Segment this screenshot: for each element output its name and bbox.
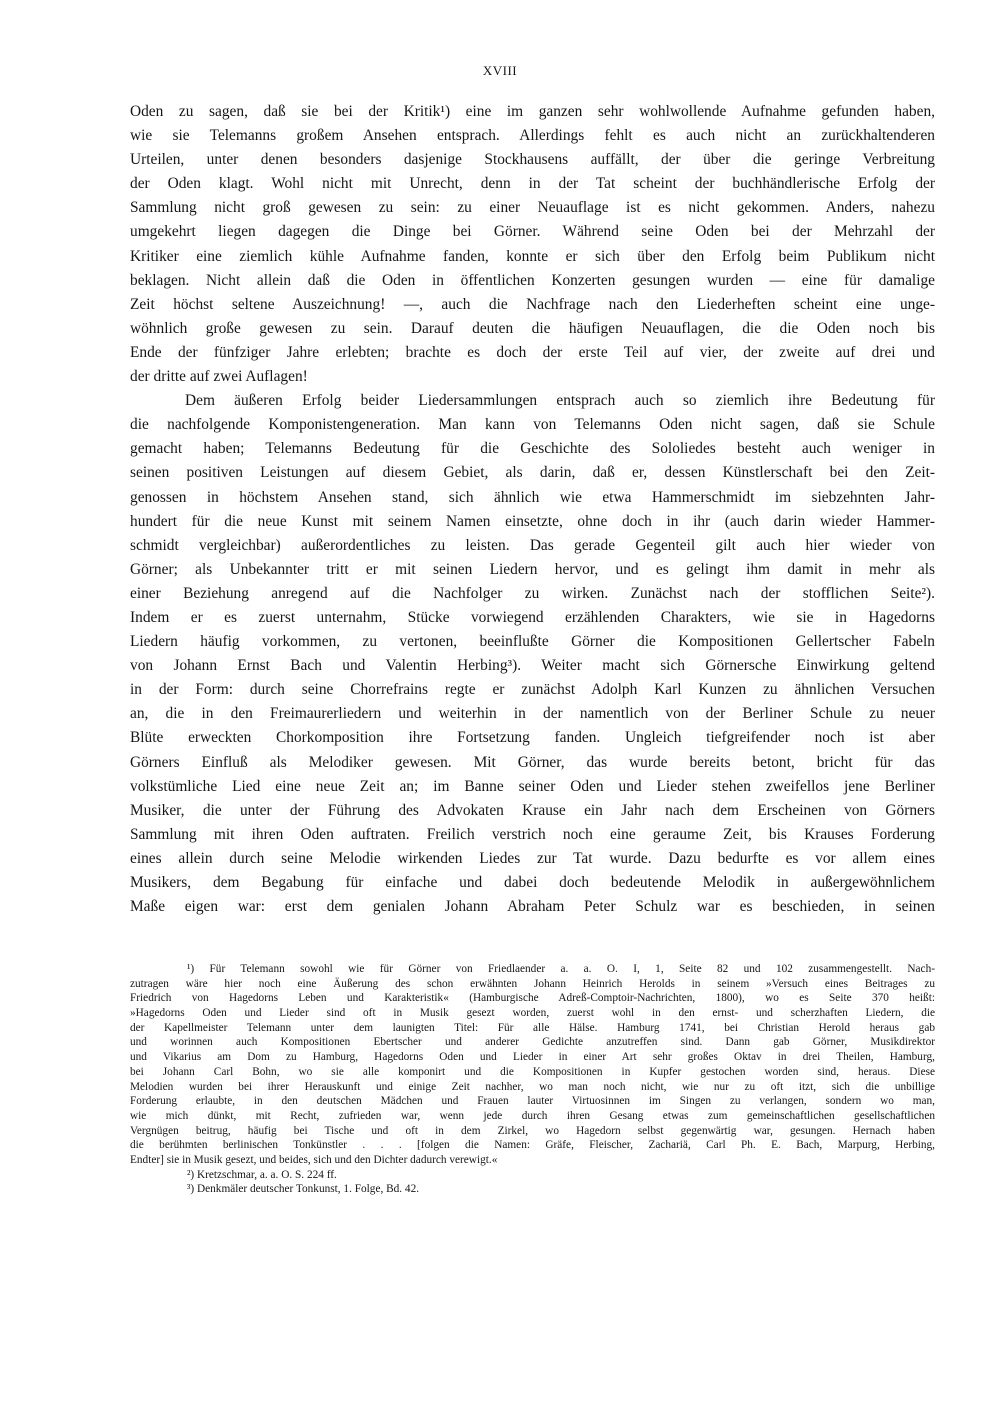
text-line: genossen in höchstem Ansehen stand, sich ähnlich wie etwa Hammerschmidt im siebzehnten Jahr- xyxy=(130,488,935,506)
page-number: XVIII xyxy=(482,63,518,78)
footnote-line: Forderung erlaubte, in den deutschen Mädchen und Frauen lauter Virtuosinnen im Singen zu verlangen, sondern wo man, xyxy=(130,1095,935,1108)
text-line: Indem er es zuerst unternahm, Stücke vorwiegend erzählenden Charakters, wie sie in Hagedorns xyxy=(130,608,935,626)
footnote-line: ³) Denkmäler deutscher Tonkunst, 1. Folge, Bd. 42. xyxy=(187,1183,420,1196)
text-line: Sammlung mit ihren Oden auftraten. Freilich verstrich noch eine geraume Zeit, bis Krauses Forderung xyxy=(130,825,935,843)
footnote-line: zutragen wäre hier noch eine Äußerung des schon erwähnten Johann Heinrich Herolds in seinem »Versuch eines Beitrages zu xyxy=(130,977,935,990)
text-line: Kritiker eine ziemlich kühle Aufnahme fanden, konnte er sich über den Erfolg beim Publikum nicht xyxy=(130,247,935,265)
footnotes xyxy=(130,962,935,1197)
text-line: volkstümliche Lied eine neue Zeit an; im Banne seiner Oden und Lieder stehen zweifellos jene Berliner xyxy=(130,777,935,795)
text-line: an, die in den Freimaurerliedern und weiterhin in der namentlich von der Berliner Schule zu neuer xyxy=(130,705,935,723)
text-line: eines allein durch seine Melodie wirkenden Liedes zur Tat wurde. Dazu bedurfte es vor allem eines xyxy=(130,849,935,867)
footnote-line: ²) Kretzschmar, a. a. O. S. 224 ff. xyxy=(187,1168,337,1181)
text-line: Musikers, dem Begabung für einfache und dabei doch bedeutende Melodik in außergewöhnlichem xyxy=(130,874,935,891)
text-line: der Oden klagt. Wohl nicht mit Unrecht, denn in der Tat scheint der buchhändlerische Erfolg der xyxy=(130,175,935,193)
footnote-line: und worinnen auch Kompositionen Ebertscher und anderer Gedichte anzutreffen sind. Dann gab Görner, Musikdirektor xyxy=(130,1036,935,1049)
text-line: gemacht haben; Telemanns Bedeutung für die Geschichte des Sololiedes besteht auch weniger in xyxy=(130,440,935,458)
text-line: wie sie Telemanns großem Ansehen entsprach. Allerdings fehlt es auch nicht an zurückhaltenderen xyxy=(130,127,935,145)
footnote-line: Friedrich von Hagedorns Leben und Karakteristik« (Hamburgische Adreß-Comptoir-Nachrichten, 1800), wo es Seite 370 heißt: xyxy=(130,992,935,1005)
footnote-line: »Hagedorns Oden und Lieder sind oft in Musik gesezt worden, zuerst wohl in den ernst- und scherzhaften Liedern, die xyxy=(130,1007,935,1020)
text-line: schmidt vergleichbar) außerordentliches zu leisten. Das gerade Gegenteil gilt auch hier wieder von xyxy=(130,536,935,554)
text-line: von Johann Ernst Bach und Valentin Herbing³). Weiter macht sich Görnersche Einwirkung geltend xyxy=(130,657,935,675)
text-line: in der Form: durch seine Chorrefrains regte er zunächst Adolph Karl Kunzen zu ähnlichen Versuchen xyxy=(130,681,935,699)
body-text xyxy=(130,100,935,919)
text-line: Dem äußeren Erfolg beider Liedersammlungen entsprach auch so ziemlich ihre Bedeutung für xyxy=(185,392,935,410)
footnote-line: Vergnügen beitrug, häufig bei Tische und oft in dem Zirkel, wo Hagedorn selbst gegenwärtig war, gesungen. Hernach haben xyxy=(130,1124,935,1137)
footnote-line: wie mich dünkt, mit Recht, zufrieden war, wenn jede durch ihren Gesang etwas zum gemeinschaftlichen gesellschaftlichen xyxy=(130,1109,935,1122)
text-line: Musiker, die unter der Führung des Advokaten Krause ein Jahr nach dem Erscheinen von Görners xyxy=(130,801,935,819)
text-line: Sammlung nicht groß gewesen zu sein: zu einer Neuauflage ist es nicht gekommen. Anders, nahezu xyxy=(130,199,935,217)
text-line: Blüte erweckten Chorkomposition ihre Fortsetzung fanden. Ungleich tiefgreifender noch ist aber xyxy=(130,729,935,747)
text-line: Görners Einfluß als Melodiker gewesen. Mit Görner, das wurde bereits betont, bricht für das xyxy=(130,753,935,771)
text-line: einer Beziehung anregend auf die Nachfolger zu wirken. Zunächst nach der stofflichen Seite²). xyxy=(130,584,935,602)
text-line: Urteilen, unter denen besonders dasjenige Stockhausens auffällt, der über die geringe Verbreitung xyxy=(130,151,935,169)
text-line: Maße eigen war: erst dem genialen Johann Abraham Peter Schulz war es beschieden, in seinen xyxy=(130,898,935,916)
text-line: die nachfolgende Komponistengeneration. Man kann von Telemanns Oden nicht sagen, daß sie Schule xyxy=(130,416,935,434)
footnote-line: ¹) Für Telemann sowohl wie für Görner von Friedlaender a. a. O. I, 1, Seite 82 und 102 zusammengestellt. Nach- xyxy=(187,963,935,975)
footnote-line: die berühmten berlinischen Tonkünstler . . . [folgen die Namen: Gräfe, Fleischer, Zachariä, Carl Ph. E. Bach, Marpurg, Herbing, xyxy=(130,1139,935,1152)
text-line: Ende der fünfziger Jahre erlebten; brachte es doch der erste Teil auf vier, der zweite auf drei und xyxy=(130,343,935,361)
text-line: Oden zu sagen, daß sie bei der Kritik¹) eine im ganzen sehr wohlwollende Aufnahme gefunden haben, xyxy=(130,103,935,120)
text-line: der dritte auf zwei Auflagen! xyxy=(130,368,308,386)
footnote-line: der Kapellmeister Telemann unter dem launigten Titel: Für alle Hälse. Hamburg 1741, bei Christian Herold heraus gab xyxy=(130,1021,935,1034)
footnote-line: Melodien wurden bei ihrer Herauskunft und einige Zeit nachher, wo man noch nicht, wie nur zu oft itzt, sich die unbillige xyxy=(130,1080,935,1093)
footnote-line: Endter] sie in Musik gesezt, und beides, sich und den Dichter dadurch verewigt.« xyxy=(130,1153,498,1166)
footnote-line: bei Johann Carl Bohn, wo sie alle komponirt und die Kompositionen in Kupfer gestochen worden sind, heraus. Diese xyxy=(130,1065,935,1078)
text-line: Görner; als Unbekannter tritt er mit seinen Liedern hervor, und es gelingt ihm damit in mehr als xyxy=(130,560,935,578)
text-line: seinen positiven Leistungen auf diesem Gebiet, als darin, daß er, dessen Künstlerschaft bei den Zeit- xyxy=(130,464,935,482)
text-line: umgekehrt liegen dagegen die Dinge bei Görner. Während seine Oden bei der Mehrzahl der xyxy=(130,223,935,241)
text-line: Liedern häufig vorkommen, zu vertonen, beeinflußte Görner die Kompositionen Gellertscher Fabeln xyxy=(130,633,935,651)
text-line: wöhnlich große gewesen zu sein. Darauf deuten die häufigen Neuauflagen, die die Oden noch bis xyxy=(130,319,935,337)
text-line: hundert für die neue Kunst mit seinem Namen einsetzte, ohne doch in ihr (auch darin wieder Hammer- xyxy=(130,512,935,530)
text-line: Zeit höchst seltene Auszeichnung! —, auch die Nachfrage nach den Liederheften scheint eine unge- xyxy=(130,295,935,313)
text-line: beklagen. Nicht allein daß die Oden in öffentlichen Konzerten gesungen wurden — eine für damalige xyxy=(130,271,935,289)
footnote-line: und Vikarius am Dom zu Hamburg, Hagedorns Oden und Lieder in einer Art sehr großes Oktav in drei Theilen, Hamburg, xyxy=(130,1051,935,1064)
